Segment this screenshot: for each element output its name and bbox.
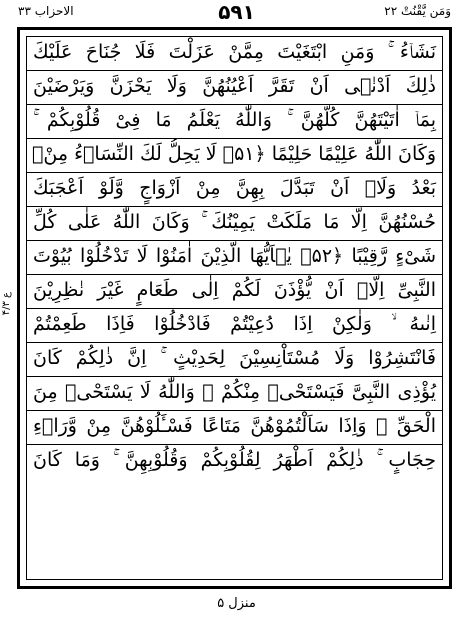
page-number: ۵۹۱ <box>218 0 255 24</box>
text-line: نَشَاۤءُ ۚ وَمَنِ ابْتَغَيْتَ مِمَّنْ عَزَلْتَ فَلَا جُنَاحَ عَلَيْكَ <box>27 37 442 71</box>
page-header <box>0 0 473 28</box>
juz-name-header: وَمَن يَّقْنُتْ ۲۲ <box>384 4 451 18</box>
text-line: الْحَقِّ ۚ وَاِذَا سَاَلْتُمُوْهُنَّ مَتَاعًا فَسْـَٔلُوْهُنَّ مِنْ وَّرَاۤءِ <box>27 411 442 445</box>
text-line: بِمَاۤ اٰتَيْتَهُنَّ كُلُّهُنَّ ۚ وَاللّٰهُ يَعْلَمُ مَا فِىْ قُلُوْبِكُمْ ۚ <box>27 105 442 139</box>
text-line: فَانْتَشِرُوْا وَلَا مُسْتَاْنِسِيْنَ لِحَدِيْثٍ ۚ اِنَّ ذٰلِكُمْ كَانَ <box>27 343 442 377</box>
text-line: يُؤْذِى النَّبِىَّ فَيَسْتَحْىٖ مِنْكُمْ ۚ وَاللّٰهُ لَا يَسْتَحْىٖ مِنَ <box>27 377 442 411</box>
surah-name-header: الاحزاب ۳۳ <box>18 4 74 18</box>
text-line: ذٰلِكَ اَدْنٰۤى اَنْ تَقَرَّ اَعْيُنُهُنَّ وَلَا يَحْزَنَّ وَيَرْضَيْنَ <box>27 71 442 105</box>
text-line: شَىْءٍ رَّقِيْبًا ﴿۵۲﴾ يٰۤاَيُّهَا الَّذِيْنَ اٰمَنُوْا لَا تَدْخُلُوْا بُيُوْتَ <box>27 241 442 275</box>
quran-text-body <box>27 37 442 479</box>
text-line: حِجَابٍ ۚ ذٰلِكُمْ اَطْهَرُ لِقُلُوْبِكُمْ وَقُلُوْبِهِنَّ ۚ وَمَا كَانَ <box>33 449 436 471</box>
text-line: بَعْدُ وَلَاۤ اَنْ تَبَدَّلَ بِهِنَّ مِنْ اَزْوَاجٍ وَّلَوْ اَعْجَبَكَ <box>27 173 442 207</box>
ruku-marker: ع ۴/۳ <box>1 292 12 316</box>
text-line: اِنٰىهُ ۙ وَلٰكِنْ اِذَا دُعِيْتُمْ فَادْخُلُوْا فَاِذَا طَعِمْتُمْ <box>27 309 442 343</box>
text-line: النَّبِىِّ اِلَّاۤ اَنْ يُّؤْذَنَ لَكُمْ اِلٰى طَعَامٍ غَيْرَ نٰظِرِيْنَ <box>27 275 442 309</box>
manzil-footer: منزل ۵ <box>217 596 256 611</box>
text-line: حُسْنُهُنَّ اِلَّا مَا مَلَكَتْ يَمِيْنُكَ ۚ وَكَانَ اللّٰهُ عَلٰى كُلِّ <box>27 207 442 241</box>
text-line: وَكَانَ اللّٰهُ عَلِيْمًا حَلِيْمًا ﴿۵۱﴾ لَا يَحِلُّ لَكَ النِّسَاۤءُ مِنْۢ <box>27 139 442 173</box>
